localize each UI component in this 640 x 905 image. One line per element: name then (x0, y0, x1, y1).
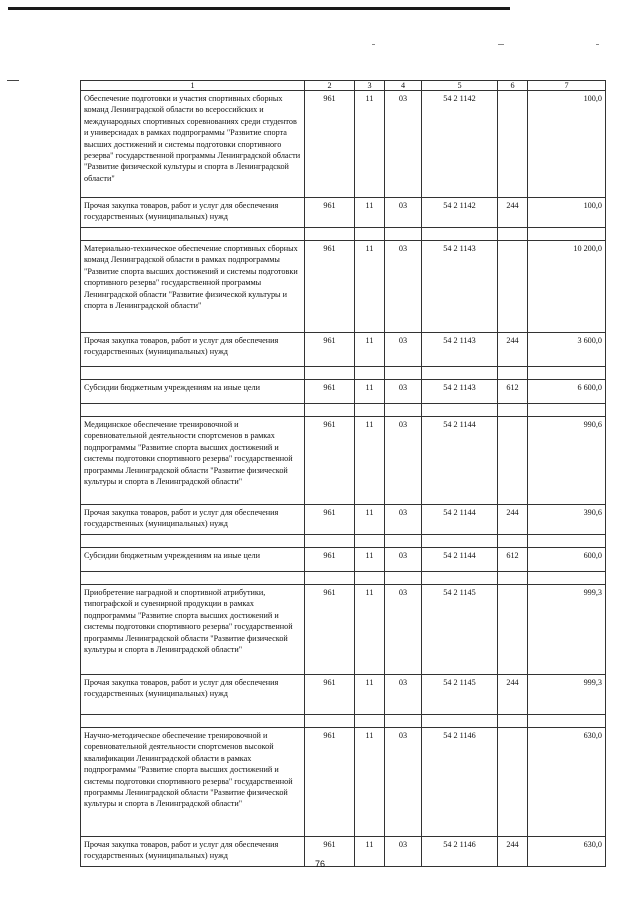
spacer-cell (355, 572, 385, 585)
cell-c3: 11 (355, 380, 385, 404)
cell-c6: 612 (498, 548, 528, 572)
cell-c2: 961 (305, 837, 355, 867)
column-header: 4 (385, 81, 422, 91)
spacer-cell (528, 715, 606, 728)
item-description: Обеспечение подготовки и участия спортивных сборных команд Ленинградской области во всероссийских и международных спортивных соревнованиях среди студентов и универсиадах в рамках подпрограммы "Развитие спорта высших достижений и системы подготовки спортивного резерва" государственной программы Ленинградской области "Развитие физической культуры и спорта в Ленинградской области" (81, 91, 305, 198)
spacer-cell (528, 572, 606, 585)
cell-c5: 54 2 1146 (422, 837, 498, 867)
spacer-cell (355, 404, 385, 417)
cell-c5: 54 2 1146 (422, 728, 498, 837)
table-row (81, 728, 606, 837)
table-row (81, 91, 606, 198)
cell-c7: 3 600,0 (528, 333, 606, 367)
cell-c7: 999,3 (528, 675, 606, 715)
cell-c6: 244 (498, 505, 528, 535)
spacer-cell (422, 572, 498, 585)
cell-c5: 54 2 1143 (422, 333, 498, 367)
cell-c7: 6 600,0 (528, 380, 606, 404)
spacer-cell (81, 367, 305, 380)
table-row (81, 333, 606, 367)
spacer-cell (385, 715, 422, 728)
item-description: Научно-методическое обеспечение тренировочной и соревновательной деятельности спортсменов высокой квалификации Ленинградской области в рамках подпрограммы "Развитие спорта высших достижений и системы подготовки спортивного резерва" государственной программы Ленинградской области "Развитие физической культуры и спорта в Ленинградской области" (81, 728, 305, 837)
table-row (81, 241, 606, 333)
cell-c2: 961 (305, 417, 355, 505)
spacer-cell (422, 367, 498, 380)
cell-c2: 961 (305, 675, 355, 715)
item-description: Прочая закупка товаров, работ и услуг для обеспечения государственных (муниципальных) нужд (81, 505, 305, 535)
cell-c6 (498, 417, 528, 505)
cell-c4: 03 (385, 91, 422, 198)
spacer-cell (305, 572, 355, 585)
spacer-cell (528, 367, 606, 380)
spacer-cell (355, 228, 385, 241)
cell-c6 (498, 91, 528, 198)
cell-c5: 54 2 1145 (422, 675, 498, 715)
cell-c2: 961 (305, 333, 355, 367)
row-spacer (81, 367, 606, 380)
item-description: Субсидии бюджетным учреждениям на иные цели (81, 380, 305, 404)
spacer-cell (385, 228, 422, 241)
spacer-cell (498, 404, 528, 417)
row-spacer (81, 572, 606, 585)
spacer-cell (81, 715, 305, 728)
budget-table (80, 80, 606, 867)
item-description: Прочая закупка товаров, работ и услуг для обеспечения государственных (муниципальных) нужд (81, 675, 305, 715)
row-spacer (81, 228, 606, 241)
spacer-cell (81, 404, 305, 417)
spacer-cell (305, 367, 355, 380)
cell-c4: 03 (385, 241, 422, 333)
margin-mark (7, 80, 19, 81)
item-description: Прочая закупка товаров, работ и услуг для обеспечения государственных (муниципальных) нужд (81, 198, 305, 228)
cell-c3: 11 (355, 241, 385, 333)
cell-c5: 54 2 1143 (422, 241, 498, 333)
table-row (81, 198, 606, 228)
spacer-cell (422, 715, 498, 728)
spacer-cell (385, 535, 422, 548)
spacer-cell (385, 572, 422, 585)
page-number: 76 (314, 859, 325, 869)
cell-c2: 961 (305, 585, 355, 675)
cell-c2: 961 (305, 241, 355, 333)
spacer-cell (355, 535, 385, 548)
item-description: Приобретение наградной и спортивной атрибутики, типографской и сувенирной продукции в рамках подпрограммы "Развитие спорта высших достижений и системы подготовки спортивного резерва" государственной программы Ленинградской области "Развитие физической культуры и спорта в Ленинградской области" (81, 585, 305, 675)
cell-c6: 244 (498, 675, 528, 715)
cell-c3: 11 (355, 585, 385, 675)
cell-c4: 03 (385, 548, 422, 572)
cell-c3: 11 (355, 728, 385, 837)
cell-c6: 612 (498, 380, 528, 404)
item-description: Материально-техническое обеспечение спортивных сборных команд Ленинградской области в рамках подпрограммы "Развитие спорта высших достижений и системы подготовки спортивного резерва" государственной программы Ленинградской области "Развитие физической культуры и спорта в Ленинградской области" (81, 241, 305, 333)
item-description: Прочая закупка товаров, работ и услуг для обеспечения государственных (муниципальных) нужд (81, 333, 305, 367)
spacer-cell (81, 535, 305, 548)
spacer-cell (81, 228, 305, 241)
table-body (81, 91, 606, 867)
cell-c7: 390,6 (528, 505, 606, 535)
table-row (81, 548, 606, 572)
spacer-cell (385, 367, 422, 380)
cell-c4: 03 (385, 585, 422, 675)
spacer-cell (422, 535, 498, 548)
cell-c5: 54 2 1145 (422, 585, 498, 675)
item-description: Субсидии бюджетным учреждениям на иные цели (81, 548, 305, 572)
row-spacer (81, 535, 606, 548)
cell-c3: 11 (355, 333, 385, 367)
cell-c7: 630,0 (528, 837, 606, 867)
column-header: 5 (422, 81, 498, 91)
cell-c4: 03 (385, 333, 422, 367)
cell-c5: 54 2 1142 (422, 91, 498, 198)
table-row (81, 505, 606, 535)
item-description: Прочая закупка товаров, работ и услуг для обеспечения государственных (муниципальных) нужд (81, 837, 305, 867)
cell-c6: 244 (498, 333, 528, 367)
cell-c4: 03 (385, 198, 422, 228)
spacer-cell (81, 572, 305, 585)
cell-c3: 11 (355, 837, 385, 867)
cell-c7: 100,0 (528, 198, 606, 228)
cell-c6: 244 (498, 198, 528, 228)
cell-c4: 03 (385, 417, 422, 505)
cell-c5: 54 2 1142 (422, 198, 498, 228)
cell-c5: 54 2 1144 (422, 505, 498, 535)
cell-c5: 54 2 1144 (422, 548, 498, 572)
column-header: 7 (528, 81, 606, 91)
column-header: 3 (355, 81, 385, 91)
cell-c3: 11 (355, 548, 385, 572)
table-row (81, 585, 606, 675)
column-header: 6 (498, 81, 528, 91)
cell-c6: 244 (498, 837, 528, 867)
spacer-cell (528, 535, 606, 548)
spacer-cell (305, 228, 355, 241)
cell-c7: 999,3 (528, 585, 606, 675)
column-header: 2 (305, 81, 355, 91)
cell-c7: 100,0 (528, 91, 606, 198)
cell-c3: 11 (355, 505, 385, 535)
cell-c5: 54 2 1144 (422, 417, 498, 505)
cell-c7: 10 200,0 (528, 241, 606, 333)
table-row (81, 380, 606, 404)
scan-speck (596, 44, 599, 45)
row-spacer (81, 404, 606, 417)
spacer-cell (355, 367, 385, 380)
scan-speck (372, 44, 375, 45)
cell-c2: 961 (305, 91, 355, 198)
cell-c4: 03 (385, 728, 422, 837)
spacer-cell (498, 535, 528, 548)
cell-c7: 990,6 (528, 417, 606, 505)
cell-c2: 961 (305, 380, 355, 404)
cell-c4: 03 (385, 837, 422, 867)
spacer-cell (385, 404, 422, 417)
cell-c6 (498, 585, 528, 675)
column-number-row (81, 81, 606, 91)
spacer-cell (422, 228, 498, 241)
spacer-cell (305, 404, 355, 417)
scan-speck (498, 44, 504, 45)
spacer-cell (528, 228, 606, 241)
spacer-cell (498, 228, 528, 241)
cell-c4: 03 (385, 675, 422, 715)
table-row (81, 675, 606, 715)
cell-c6 (498, 241, 528, 333)
cell-c2: 961 (305, 198, 355, 228)
cell-c4: 03 (385, 505, 422, 535)
top-scan-border (8, 7, 510, 10)
spacer-cell (498, 715, 528, 728)
spacer-cell (422, 404, 498, 417)
spacer-cell (355, 715, 385, 728)
cell-c2: 961 (305, 548, 355, 572)
spacer-cell (498, 367, 528, 380)
row-spacer (81, 715, 606, 728)
cell-c7: 600,0 (528, 548, 606, 572)
cell-c3: 11 (355, 675, 385, 715)
cell-c4: 03 (385, 380, 422, 404)
spacer-cell (305, 715, 355, 728)
cell-c6 (498, 728, 528, 837)
cell-c3: 11 (355, 91, 385, 198)
cell-c2: 961 (305, 728, 355, 837)
spacer-cell (305, 535, 355, 548)
spacer-cell (528, 404, 606, 417)
cell-c3: 11 (355, 198, 385, 228)
column-header: 1 (81, 81, 305, 91)
cell-c5: 54 2 1143 (422, 380, 498, 404)
cell-c2: 961 (305, 505, 355, 535)
spacer-cell (498, 572, 528, 585)
table-row (81, 417, 606, 505)
cell-c7: 630,0 (528, 728, 606, 837)
cell-c3: 11 (355, 417, 385, 505)
item-description: Медицинское обеспечение тренировочной и соревновательной деятельности спортсменов в рамках подпрограммы "Развитие спорта высших достижений и системы подготовки спортивного резерва" государственной программы Ленинградской области "Развитие физической культуры и спорта в Ленинградской области" (81, 417, 305, 505)
